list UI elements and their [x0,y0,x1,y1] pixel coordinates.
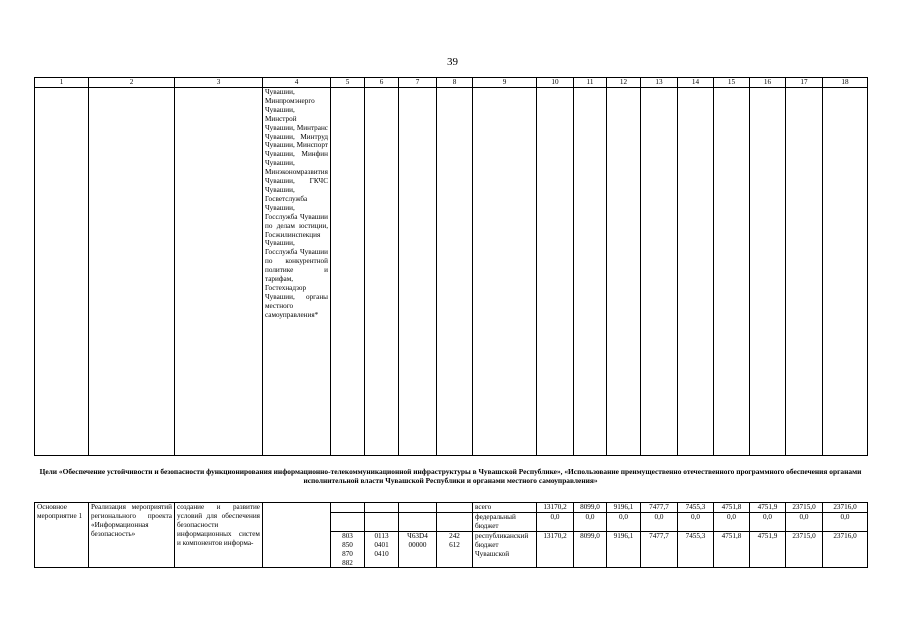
value-cell: 0,0 [786,513,823,532]
value-cell: 13170,2 [537,531,574,568]
column-number: 17 [786,78,823,88]
value-cell: 0,0 [537,513,574,532]
section-codes-cell: 0113 0401 0410 [365,531,399,568]
column-number: 15 [714,78,750,88]
value-cell: 7455,3 [678,531,714,568]
main-activity-cell: Основное мероприятие 1 [35,503,89,568]
value-cell: 0,0 [574,513,607,532]
table-row [35,88,868,456]
column-number: 10 [537,78,574,88]
value-cell: 4751,9 [750,503,786,513]
value-cell: 23716,0 [823,503,868,513]
value-cell: 13170,2 [537,503,574,513]
table-row [35,503,868,513]
column-number: 4 [263,78,331,88]
value-cell: 0,0 [750,513,786,532]
value-cell: 9196,1 [607,531,641,568]
funding-source: всего [473,503,537,513]
value-cell: 0,0 [678,513,714,532]
value-cell: 7477,7 [641,503,678,513]
value-cell: 4751,8 [714,531,750,568]
column-number-row [35,78,868,88]
goals-heading: Цели «Обеспечение устойчивости и безопасности функционирования информационно-телекоммуникационной инфраструктуры в Чувашской Республике», «Использование преимущественно отечественного программного обеспечения органами исполнительной власти Чувашской Республики и органами местного самоуправления» [39,467,862,485]
column-number: 3 [175,78,263,88]
value-cell: 4751,8 [714,503,750,513]
column-number: 18 [823,78,868,88]
value-cell: 0,0 [641,513,678,532]
value-cell: 23716,0 [823,531,868,568]
value-cell: 23715,0 [786,531,823,568]
value-cell: 7455,3 [678,503,714,513]
value-cell: 23715,0 [786,503,823,513]
column-number: 1 [35,78,89,88]
activity-table [34,502,868,568]
value-cell: 0,0 [607,513,641,532]
grbs-codes-cell: 803 850 870 882 [331,531,365,568]
value-cell: 9196,1 [607,503,641,513]
column-number: 14 [678,78,714,88]
target-article-cell: Ч63D4 00000 [399,531,437,568]
responsible-executors-cell: Чувашии, Минпромэнерго Чувашии, Минстрой Чувашии, Минтранс Чувашии, Минтруд Чувашии, Минспорт Чувашии, Минфин Чувашии, Минэкономразвития Чувашии, ГКЧС Чувашии, Госветслужба Чувашии, Госслужба Чувашии по делам юстиции, Госжилинспекция Чувашии, Госслужба Чувашии по конкурентной политике и тарифам, Гостехнадзор Чувашии, органы местного самоуправления* [263,88,331,456]
column-number: 9 [473,78,537,88]
funding-source: федеральный бюджет [473,513,537,532]
column-number: 7 [399,78,437,88]
value-cell: 0,0 [823,513,868,532]
column-number: 11 [574,78,607,88]
value-cell: 7477,7 [641,531,678,568]
page-number: 39 [447,56,458,68]
objective-cell: создание и развитие условий для обеспечения безопасности информационных систем и компонентов информа- [175,503,263,568]
value-cell: 4751,9 [750,531,786,568]
column-number: 16 [750,78,786,88]
value-cell: 8099,0 [574,531,607,568]
value-cell: 0,0 [714,513,750,532]
column-number: 8 [437,78,473,88]
value-cell: 8099,0 [574,503,607,513]
column-number: 13 [641,78,678,88]
column-number: 5 [331,78,365,88]
continuation-table [34,77,868,456]
column-number: 2 [89,78,175,88]
column-number: 12 [607,78,641,88]
expense-type-cell: 242 612 [437,531,473,568]
project-name-cell: Реализация мероприятий регионального проекта «Информационная безопасность» [89,503,175,568]
funding-source: республиканский бюджет Чувашской [473,531,537,568]
column-number: 6 [365,78,399,88]
